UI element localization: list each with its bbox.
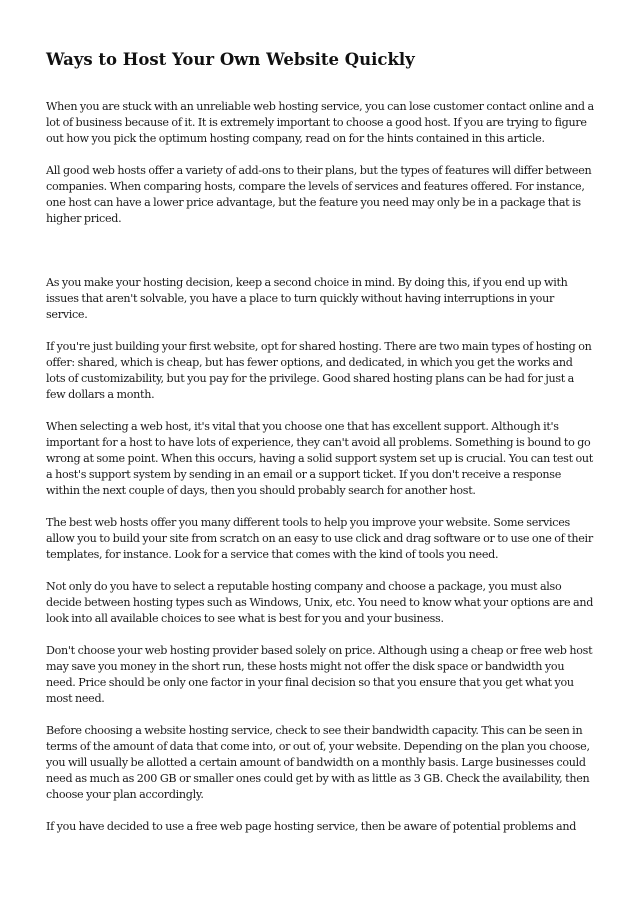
paragraph-2: All good web hosts offer a variety of add-ons to their plans, but the types of features will differ between companies. When comparing hosts, compare the levels of services and features offered. For instance, one host can have a lower price advantage, but the feature you need may only be in a package that is higher priced. (46, 164, 592, 225)
paragraph-5: When selecting a web host, it's vital that you choose one that has excellent support. Although it's important for a host to have lots of experience, they can't avoid all problems. Something is bound to go wrong at some point. When this occurs, having a solid support system set up is crucial. You can test out a host's support system by sending in an email or a support ticket. If you don't receive a response within the next couple of days, then you should probably search for another host. (46, 420, 593, 497)
paragraph-9: Before choosing a website hosting service, check to see their bandwidth capacity. This can be seen in terms of the amount of data that come into, or out of, your website. Depending on the plan you choose, you will usually be allotted a certain amount of bandwidth on a monthly basis. Large businesses could need as much as 200 GB or smaller ones could get by with as little as 3 GB. Check the availability, then choose your plan accordingly. (46, 724, 590, 801)
document-body (46, 99, 594, 835)
paragraph-10: If you have decided to use a free web page hosting service, then be aware of potential problems and (46, 820, 577, 833)
paragraph-1: When you are stuck with an unreliable web hosting service, you can lose customer contact online and a lot of business because of it. It is extremely important to choose a good host. If you are trying to figure out how you pick the optimum hosting company, read on for the hints contained in this article. (46, 100, 594, 145)
paragraph-3: As you make your hosting decision, keep a second choice in mind. By doing this, if you end up with issues that aren't solvable, you have a place to turn quickly without having interruptions in your service. (46, 276, 568, 321)
paragraph-8: Don't choose your web hosting provider based solely on price. Although using a cheap or free web host may save you money in the short run, these hosts might not offer the disk space or bandwidth you need. Price should be only one factor in your final decision so that you ensure that you get what you most need. (46, 644, 593, 705)
paragraph-7: Not only do you have to select a reputable hosting company and choose a package, you must also decide between hosting types such as Windows, Unix, etc. You need to know what your options are and look into all available choices to see what is best for you and your business. (46, 580, 594, 625)
paragraph-4: If you're just building your first website, opt for shared hosting. There are two main types of hosting on offer: shared, which is cheap, but has fewer options, and dedicated, in which you get the works and lots of customizability, but you pay for the privilege. Good shared hosting plans can be had for just a few dollars a month. (46, 340, 592, 401)
document-title: Ways to Host Your Own Website Quickly (46, 50, 415, 69)
paragraph-6: The best web hosts offer you many different tools to help you improve your website. Some services allow you to build your site from scratch on an easy to use click and drag software or to use one of their templates, for instance. Look for a service that comes with the kind of tools you need. (46, 516, 593, 561)
